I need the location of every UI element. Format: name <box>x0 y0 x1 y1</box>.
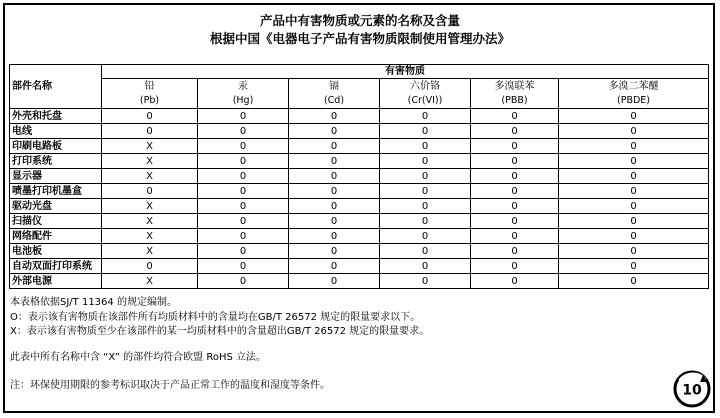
table-row <box>10 229 709 244</box>
substance-value-cell: 0 <box>471 244 559 259</box>
note-standard: 本表格依据SJ/T 11364 的规定编制。 <box>10 297 177 308</box>
substance-value-cell: 0 <box>289 109 380 124</box>
table-row <box>10 199 709 214</box>
substance-value-cell: 0 <box>289 244 380 259</box>
substance-value-cell: 0 <box>559 214 709 229</box>
substance-value-cell: 0 <box>289 184 380 199</box>
note-eco-period: 注：环保使用期限的参考标识取决于产品正常工作的温度和湿度等条件。 <box>10 380 330 391</box>
note-o-definition: O：表示该有害物质在该部件所有均质材料中的含量均在GB/T 26572 规定的限量要求以下。 <box>10 312 421 323</box>
substance-value-cell: X <box>102 274 198 289</box>
substance-value-cell: 0 <box>380 154 471 169</box>
substance-value-cell: X <box>102 154 198 169</box>
eco-period-value: 10 <box>682 382 702 399</box>
substance-symbol-0: (Pb) <box>102 94 198 109</box>
substance-value-cell: 0 <box>102 259 198 274</box>
part-name-cell: 驱动光盘 <box>10 199 102 214</box>
substance-value-cell: X <box>102 199 198 214</box>
substance-name-2: 镉 <box>289 79 380 94</box>
substance-value-cell: 0 <box>559 154 709 169</box>
part-name-cell: 电池板 <box>10 244 102 259</box>
substance-value-cell: X <box>102 229 198 244</box>
substance-value-cell: X <box>102 169 198 184</box>
substance-value-cell: 0 <box>198 184 289 199</box>
substance-value-cell: 0 <box>471 199 559 214</box>
substance-value-cell: 0 <box>471 214 559 229</box>
substance-value-cell: 0 <box>559 244 709 259</box>
substance-value-cell: X <box>102 214 198 229</box>
table-row <box>10 259 709 274</box>
substance-value-cell: 0 <box>198 139 289 154</box>
substance-value-cell: 0 <box>380 229 471 244</box>
substance-name-4: 多溴联苯 <box>471 79 559 94</box>
part-name-cell: 外壳和托盘 <box>10 109 102 124</box>
substance-value-cell: 0 <box>198 274 289 289</box>
substance-value-cell: 0 <box>471 169 559 184</box>
part-name-cell: 印刷电路板 <box>10 139 102 154</box>
substance-value-cell: 0 <box>198 199 289 214</box>
substance-value-cell: X <box>102 244 198 259</box>
substance-value-cell: 0 <box>380 259 471 274</box>
substance-value-cell: 0 <box>471 139 559 154</box>
substance-value-cell: 0 <box>289 199 380 214</box>
substance-value-cell: 0 <box>559 274 709 289</box>
table-row <box>10 169 709 184</box>
substance-value-cell: 0 <box>289 169 380 184</box>
substance-value-cell: 0 <box>198 154 289 169</box>
substance-value-cell: 0 <box>559 259 709 274</box>
substance-value-cell: 0 <box>559 184 709 199</box>
substance-value-cell: 0 <box>380 199 471 214</box>
substance-symbol-3: (Cr(VI)) <box>380 94 471 109</box>
substance-value-cell: 0 <box>198 124 289 139</box>
substance-value-cell: 0 <box>380 139 471 154</box>
table-row <box>10 184 709 199</box>
substance-value-cell: 0 <box>198 109 289 124</box>
substance-group-header: 有害物质 <box>102 65 709 79</box>
substance-value-cell: 0 <box>380 169 471 184</box>
substance-value-cell: 0 <box>559 229 709 244</box>
part-name-cell: 网络配件 <box>10 229 102 244</box>
substance-value-cell: 0 <box>471 274 559 289</box>
substance-symbol-4: (PBB) <box>471 94 559 109</box>
substance-symbol-1: (Hg) <box>198 94 289 109</box>
part-name-cell: 扫描仪 <box>10 214 102 229</box>
table-row <box>10 109 709 124</box>
substance-value-cell: 0 <box>198 259 289 274</box>
substance-value-cell: 0 <box>289 154 380 169</box>
substance-value-cell: 0 <box>559 199 709 214</box>
substance-value-cell: 0 <box>559 124 709 139</box>
table-row <box>10 124 709 139</box>
substance-value-cell: 0 <box>289 259 380 274</box>
table-row <box>10 139 709 154</box>
substance-name-5: 多溴二苯醚 <box>559 79 709 94</box>
note-rohs: 此表中所有名称中含 “X” 的部件均符合欧盟 RoHS 立法。 <box>10 352 267 363</box>
part-name-cell: 外部电源 <box>10 274 102 289</box>
part-name-cell: 打印系统 <box>10 154 102 169</box>
substance-value-cell: 0 <box>559 169 709 184</box>
substance-value-cell: 0 <box>102 109 198 124</box>
hazardous-substances-table <box>9 64 709 289</box>
table-row <box>10 154 709 169</box>
substance-value-cell: 0 <box>471 229 559 244</box>
substance-value-cell: 0 <box>289 274 380 289</box>
table-row <box>10 244 709 259</box>
part-name-cell: 自动双面打印系统 <box>10 259 102 274</box>
environment-protection-use-period-icon <box>672 369 712 409</box>
table-row <box>10 274 709 289</box>
substance-value-cell: 0 <box>198 169 289 184</box>
substance-value-cell: 0 <box>198 244 289 259</box>
substance-name-0: 铅 <box>102 79 198 94</box>
substance-value-cell: 0 <box>380 124 471 139</box>
substance-value-cell: 0 <box>102 124 198 139</box>
substance-name-1: 汞 <box>198 79 289 94</box>
substance-value-cell: 0 <box>380 274 471 289</box>
substance-value-cell: 0 <box>380 109 471 124</box>
substance-value-cell: 0 <box>198 229 289 244</box>
note-x-definition: X：表示该有害物质至少在该部件的某一均质材料中的含量超出GB/T 26572 规定的限量要求。 <box>10 326 430 337</box>
substance-symbol-5: (PBDE) <box>559 94 709 109</box>
table-row <box>10 214 709 229</box>
substance-value-cell: 0 <box>102 184 198 199</box>
substance-value-cell: 0 <box>289 214 380 229</box>
substance-value-cell: 0 <box>471 109 559 124</box>
substance-value-cell: 0 <box>380 214 471 229</box>
substance-value-cell: 0 <box>471 184 559 199</box>
substance-value-cell: 0 <box>471 154 559 169</box>
part-name-cell: 电线 <box>10 124 102 139</box>
document-subtitle: 根据中国《电器电子产品有害物质限制使用管理办法》 <box>209 31 510 46</box>
part-name-cell: 显示器 <box>10 169 102 184</box>
substance-symbol-2: (Cd) <box>289 94 380 109</box>
substance-value-cell: 0 <box>380 244 471 259</box>
substance-value-cell: X <box>102 139 198 154</box>
substance-value-cell: 0 <box>380 184 471 199</box>
substance-value-cell: 0 <box>289 229 380 244</box>
substance-value-cell: 0 <box>559 139 709 154</box>
part-name-cell: 喷墨打印机墨盒 <box>10 184 102 199</box>
substance-name-3: 六价铬 <box>380 79 471 94</box>
substance-value-cell: 0 <box>559 109 709 124</box>
substance-value-cell: 0 <box>289 124 380 139</box>
substance-value-cell: 0 <box>471 259 559 274</box>
substance-value-cell: 0 <box>289 139 380 154</box>
substance-value-cell: 0 <box>471 124 559 139</box>
document-title: 产品中有害物质或元素的名称及含量 <box>259 13 460 28</box>
part-name-header: 部件名称 <box>10 65 102 109</box>
substance-value-cell: 0 <box>198 214 289 229</box>
